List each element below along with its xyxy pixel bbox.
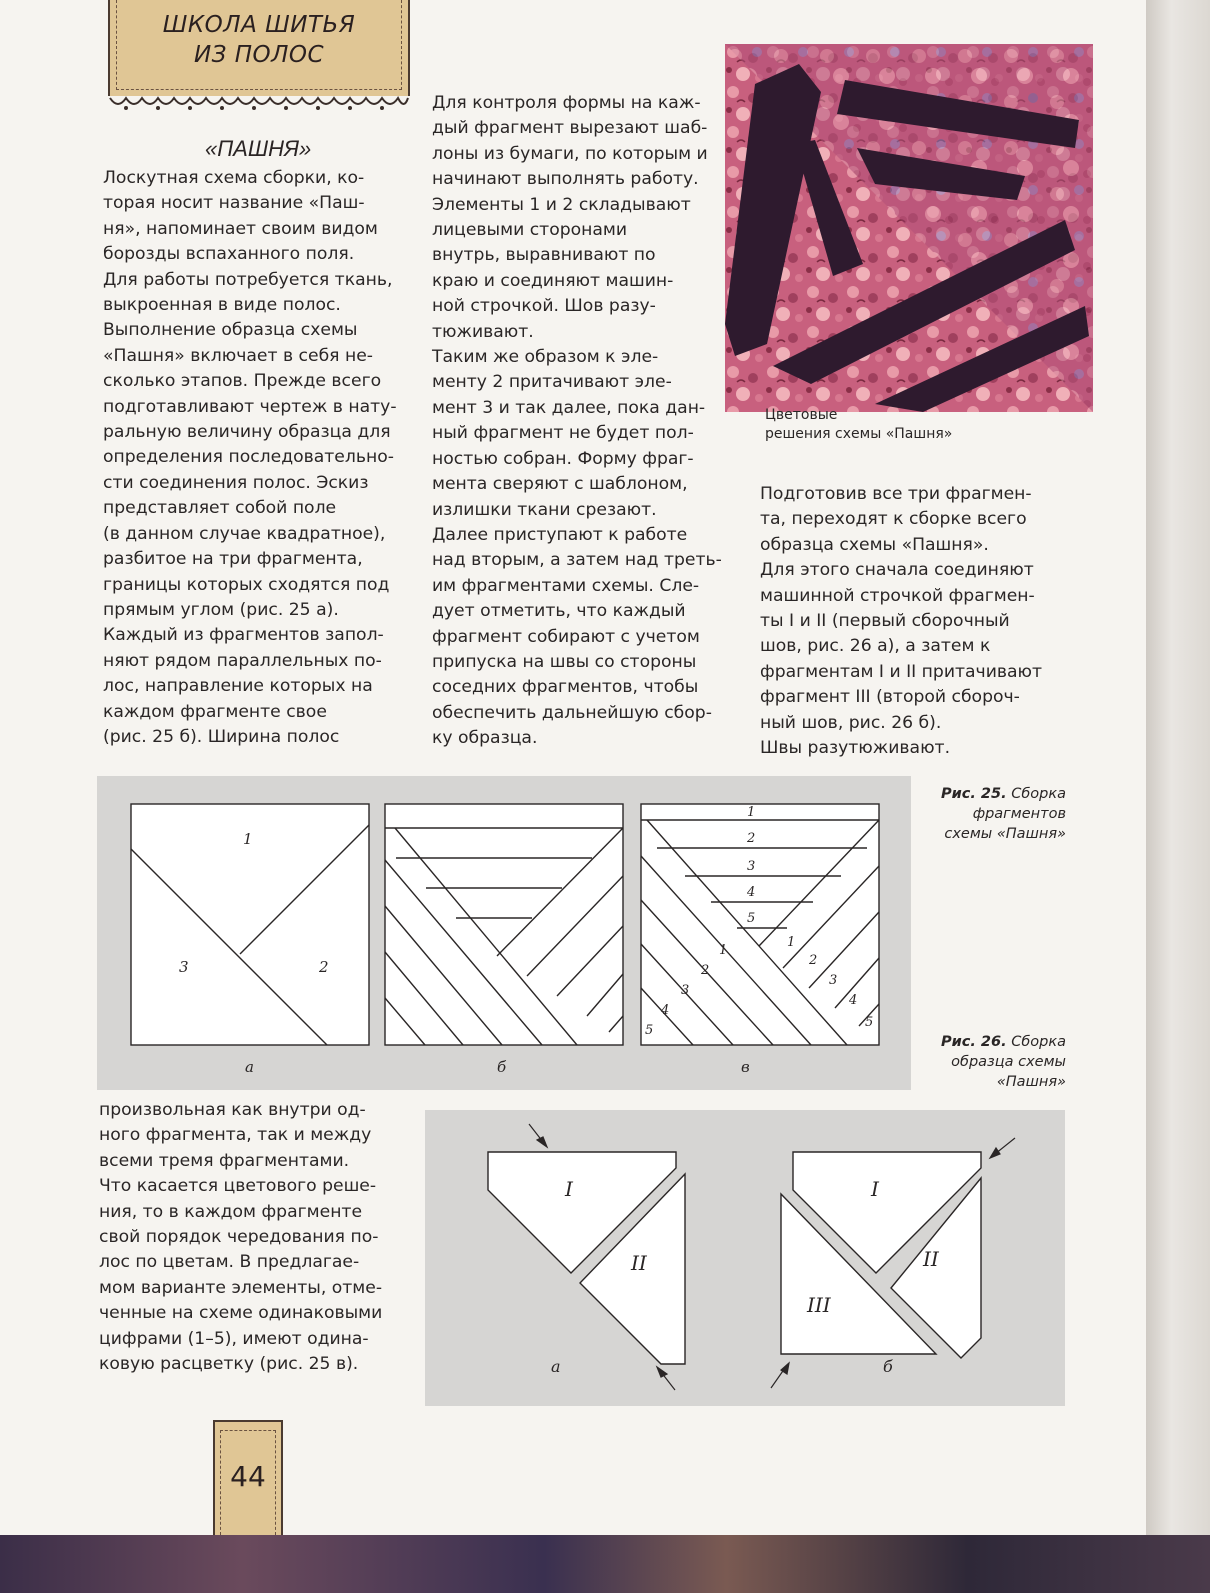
- text-line: излишки ткани срезают.: [432, 499, 657, 520]
- text-line: Швы разутюживают.: [760, 738, 951, 759]
- fig25c-right-4: 4: [849, 993, 858, 1008]
- photo-caption: [765, 406, 952, 444]
- text-line: ный шов, рис. 26 б).: [760, 712, 942, 733]
- fig26b-label-III: III: [807, 1293, 831, 1317]
- text-line: фрагментам I и II притачивают: [760, 661, 1043, 682]
- header-line-2: ИЗ ПОЛОС: [193, 42, 325, 68]
- page-number: 44: [230, 1460, 266, 1493]
- text-line: Лоскутная схема сборки, ко-: [103, 168, 365, 188]
- text-line: Далее приступают к работе: [432, 524, 688, 545]
- text-line: ной строчкой. Шов разу-: [432, 296, 656, 317]
- fig25a-label-3: 3: [179, 958, 189, 976]
- text-line: представляет собой поле: [103, 498, 337, 519]
- text-line: мент 3 и так далее, пока дан-: [432, 397, 706, 418]
- text-line: над вторым, а затем над треть-: [432, 550, 722, 571]
- fig25c-right-3: 3: [829, 973, 838, 988]
- fig26-caption-num: Рис. 26.: [940, 1034, 1007, 1050]
- text-line: начинают выполнять работу.: [432, 169, 699, 190]
- text-line: менту 2 притачивают эле-: [432, 372, 672, 393]
- fig25-sub-c: в: [741, 1058, 750, 1076]
- fig25-caption: Рис. 25. Сборка фрагментов схемы «Пашня»: [940, 786, 1066, 842]
- text-line: Для контроля формы на каж-: [432, 93, 701, 113]
- background-fabric-strip: [0, 1535, 1210, 1593]
- section-header: [110, 10, 408, 70]
- text-line: фрагмент III (второй сбороч-: [760, 687, 1020, 708]
- text-column-2: [432, 91, 722, 752]
- text-line: припуска на швы со стороны: [432, 651, 697, 672]
- text-line: ня», напоминает своим видом: [103, 218, 378, 239]
- text-line: ку образца.: [432, 728, 538, 749]
- text-line: лос, направление которых на: [103, 676, 373, 697]
- text-line: ностью собран. Форму фраг-: [432, 448, 694, 469]
- fig25a-label-1: 1: [243, 830, 253, 848]
- text-line: торая носит название «Паш-: [103, 193, 365, 214]
- text-line: определения последовательно-: [103, 447, 394, 468]
- fig25c-top-4: 4: [747, 885, 756, 900]
- fig25-sub-a: а: [245, 1058, 254, 1076]
- text-line: ковую расцветку (рис. 25 в).: [99, 1354, 359, 1375]
- text-line: выкроенная в виде полос.: [103, 295, 341, 316]
- text-column-1: [103, 166, 397, 750]
- text-line: фрагмент собирают с учетом: [432, 626, 700, 647]
- text-line: «Пашня» включает в себя не-: [103, 345, 373, 366]
- fig25c-top-5: 5: [747, 911, 756, 926]
- fig25-caption-num: Рис. 25.: [940, 786, 1007, 802]
- text-line: цифрами (1–5), имеют одина-: [99, 1328, 369, 1349]
- text-line: соседних фрагментов, чтобы: [432, 677, 699, 698]
- text-line: лос по цветам. В предлагае-: [99, 1252, 360, 1273]
- section-header-box: [108, 0, 410, 98]
- text-line: границы которых сходятся под: [103, 574, 390, 595]
- text-line: образца схемы «Пашня».: [760, 534, 989, 555]
- fig26b-label-II: II: [923, 1247, 939, 1271]
- fig25c-left-3: 3: [681, 983, 690, 998]
- text-line: сти соединения полос. Эскиз: [103, 472, 369, 493]
- fig26b-label-I: I: [871, 1177, 879, 1201]
- figure-25: [97, 776, 911, 1090]
- text-line: лицевыми сторонами: [432, 220, 628, 241]
- text-line: ральную величину образца для: [103, 422, 391, 443]
- quilt-photo: [725, 44, 1093, 412]
- text-line: мом варианте элементы, отме-: [99, 1277, 383, 1298]
- text-line: краю и соединяют машин-: [432, 270, 674, 291]
- text-line: тюживают.: [432, 321, 534, 342]
- text-line: лоны из бумаги, по которым и: [432, 143, 708, 164]
- fig25c-top-1: 1: [747, 805, 756, 820]
- figure-26: [425, 1110, 1065, 1406]
- fig25c-right-5: 5: [865, 1015, 874, 1030]
- photo-caption-line-2: решения схемы «Пашня»: [765, 426, 953, 442]
- photo-caption-line-1: Цветовые: [765, 407, 838, 423]
- fig25c-left-5: 5: [645, 1023, 654, 1038]
- ornament-border: [108, 96, 410, 112]
- text-line: машинной строчкой фрагмен-: [760, 585, 1035, 606]
- text-line: разбитое на три фрагмента,: [103, 549, 363, 570]
- text-line: подготавливают чертеж в нату-: [103, 396, 397, 417]
- fig25c-square: [641, 804, 879, 1045]
- text-line: Для этого сначала соединяют: [760, 560, 1034, 581]
- fig26a-label-I: I: [565, 1177, 573, 1201]
- text-line: ный фрагмент не будет пол-: [432, 423, 694, 444]
- text-line: каждом фрагменте свое: [103, 701, 327, 722]
- text-line: Каждый из фрагментов запол-: [103, 625, 384, 646]
- text-line: произвольная как внутри од-: [99, 1100, 366, 1120]
- fig25c-right-2: 2: [809, 953, 818, 968]
- fig26-sub-a: а: [551, 1357, 561, 1376]
- fig25a-label-2: 2: [319, 958, 329, 976]
- fig26a-label-II: II: [631, 1251, 647, 1275]
- text-line: Подготовив все три фрагмен-: [760, 484, 1032, 504]
- text-line: дует отметить, что каждый: [432, 601, 686, 622]
- next-page-edge: [1146, 0, 1210, 1535]
- fig25c-top-3: 3: [747, 859, 756, 874]
- text-line: (в данном случае квадратное),: [103, 523, 386, 544]
- text-line: Таким же образом к эле-: [432, 347, 659, 368]
- text-column-3: [760, 482, 1042, 761]
- text-line: обеспечить дальнейшую сбор-: [432, 702, 712, 723]
- article-title: «ПАШНЯ»: [205, 136, 312, 161]
- text-line: дый фрагмент вырезают шаб-: [432, 118, 708, 139]
- fig25c-right-1: 1: [787, 935, 796, 950]
- text-line: прямым углом (рис. 25 а).: [103, 599, 339, 620]
- text-line: ченные на схеме одинаковыми: [99, 1303, 383, 1324]
- text-line: Что касается цветового реше-: [99, 1176, 377, 1197]
- text-line: мента сверяют с шаблоном,: [432, 474, 688, 495]
- fig25b-square: [385, 804, 623, 1045]
- text-line: та, переходят к сборке всего: [760, 509, 1027, 530]
- text-line: (рис. 25 б). Ширина полос: [103, 726, 340, 747]
- fig25c-left-4: 4: [661, 1003, 670, 1018]
- fig25-sub-b: б: [497, 1058, 507, 1076]
- text-line: Выполнение образца схемы: [103, 320, 358, 341]
- text-line: борозды вспаханного поля.: [103, 244, 355, 265]
- text-column-4: [99, 1098, 382, 1377]
- text-line: ты I и II (первый сборочный: [760, 611, 1010, 632]
- text-line: всеми тремя фрагментами.: [99, 1150, 350, 1171]
- fig25c-left-1: 1: [719, 943, 728, 958]
- fig26-caption: Рис. 26. Сборка образца схемы «Пашня»: [940, 1034, 1066, 1090]
- header-line-1: ШКОЛА ШИТЬЯ: [162, 12, 356, 38]
- text-line: няют рядом параллельных по-: [103, 650, 382, 671]
- text-line: шов, рис. 26 а), а затем к: [760, 636, 991, 657]
- text-line: Элементы 1 и 2 складывают: [432, 194, 691, 215]
- text-line: ния, то в каждом фрагменте: [99, 1201, 363, 1222]
- text-line: свой порядок чередования по-: [99, 1227, 379, 1248]
- text-line: Для работы потребуется ткань,: [103, 269, 393, 290]
- fig25c-top-2: 2: [747, 831, 756, 846]
- text-line: ного фрагмента, так и между: [99, 1125, 372, 1146]
- text-line: им фрагментами схемы. Сле-: [432, 575, 700, 596]
- text-line: внутрь, выравнивают по: [432, 245, 656, 266]
- fig25c-left-2: 2: [701, 963, 710, 978]
- text-line: сколько этапов. Прежде всего: [103, 371, 382, 392]
- page-number-box: [213, 1420, 283, 1535]
- fig26-sub-b: б: [883, 1357, 893, 1376]
